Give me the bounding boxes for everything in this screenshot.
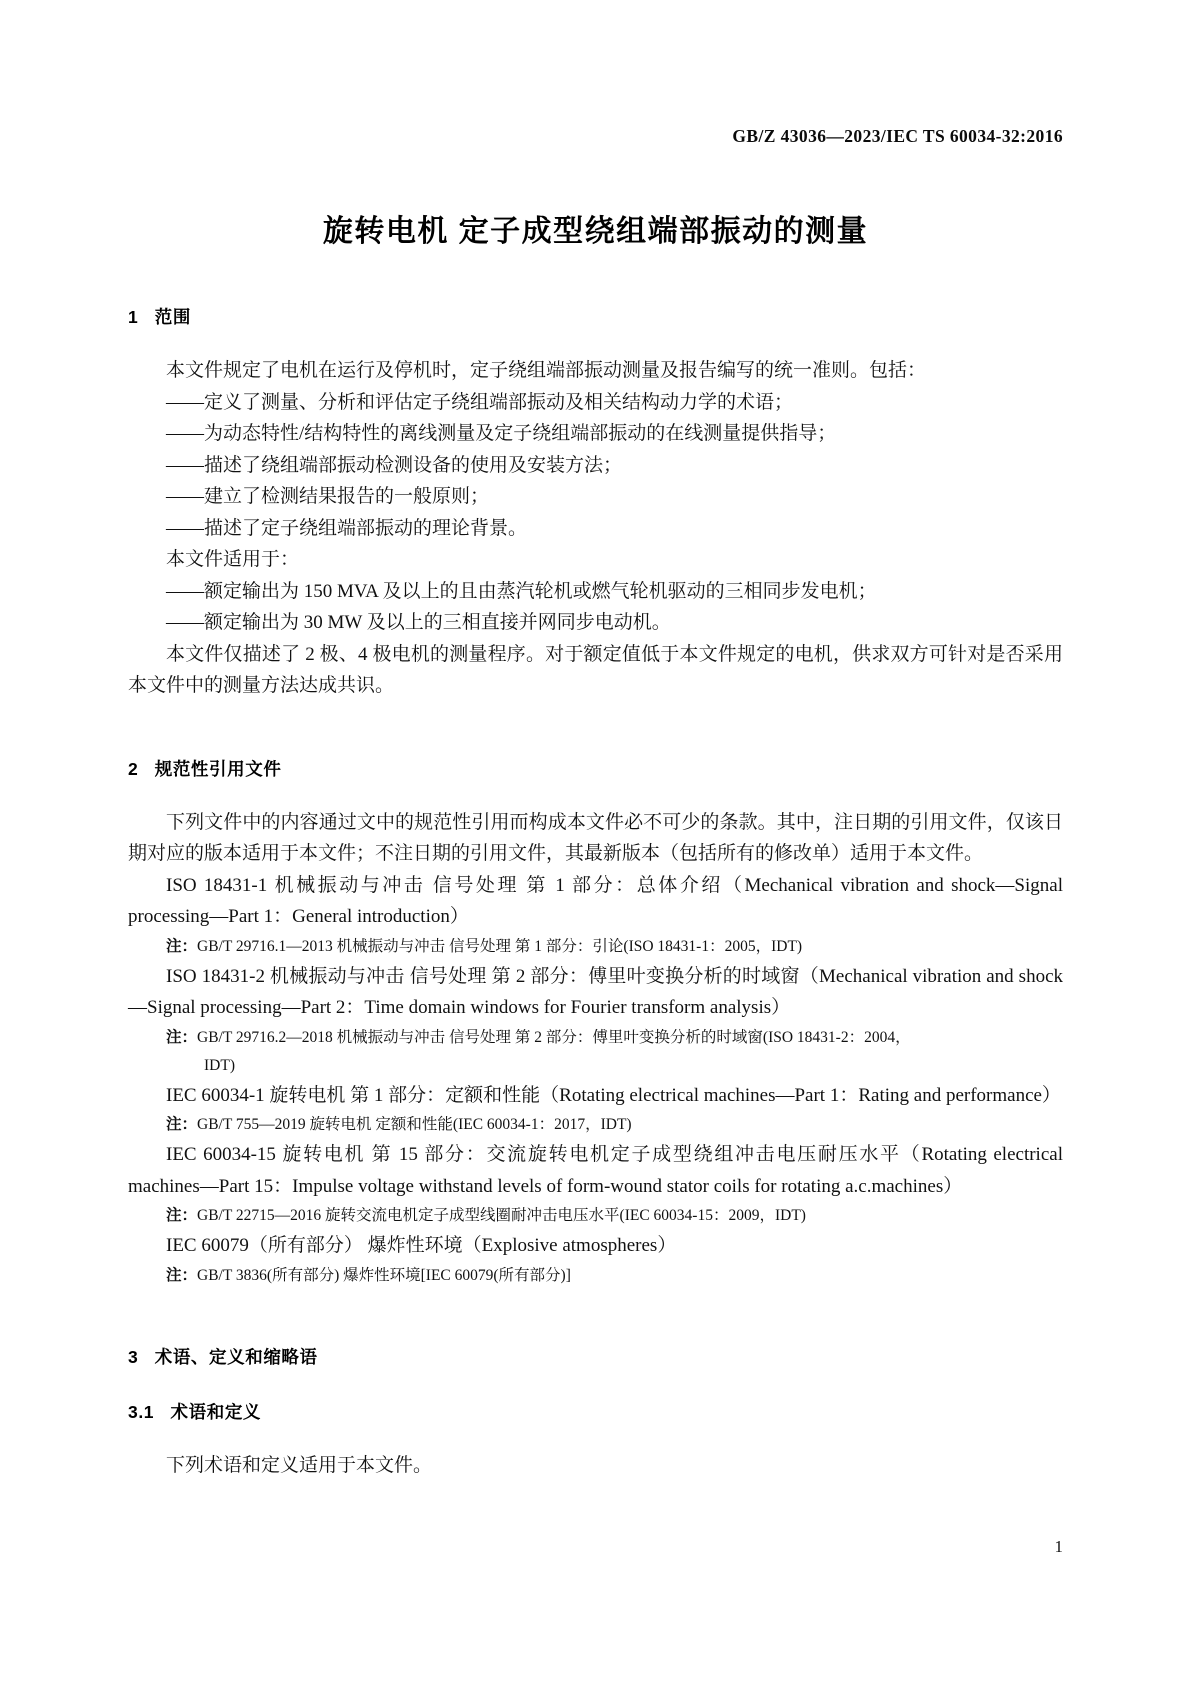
reference-note-continued: IDT) <box>204 1056 235 1074</box>
standard-reference: GB/Z 43036—2023/IEC TS 60034-32:2016 <box>732 126 1063 146</box>
reference-note <box>128 933 1063 961</box>
clause-1-title: 范围 <box>154 307 191 327</box>
reference-text: IEC 60079（所有部分） 爆炸性环境（Explosive atmospheres） <box>166 1235 677 1256</box>
reference-text: ISO 18431-1 机械振动与冲击 信号处理 第 1 部分：总体介绍（Mechanical vibration and shock—Signal processing—Part 1：General introduction） <box>128 874 1063 927</box>
note-text: GB/T 3836(所有部分) 爆炸性环境[IEC 60079(所有部分)] <box>197 1266 571 1284</box>
clause-3-1-heading <box>128 1399 1063 1424</box>
clause-3-1-title: 术语和定义 <box>170 1401 262 1422</box>
reference-note <box>128 1111 1063 1139</box>
clause-1-intro: 本文件规定了电机在运行及停机时，定子绕组端部振动测量及报告编写的统一准则。包括： <box>166 360 927 381</box>
running-header <box>128 126 1063 154</box>
spacer <box>128 1290 1063 1344</box>
reference-note <box>128 1202 1063 1230</box>
clause-3-1-body: 下列术语和定义适用于本文件。 <box>166 1454 433 1476</box>
note-label: 注： <box>166 937 198 955</box>
clause-3-1-number: 3.1 <box>128 1401 155 1422</box>
list-item: ——为动态特性/结构特性的离线测量及定子绕组端部振动的在线测量提供指导； <box>166 423 837 444</box>
spacer <box>128 250 1063 304</box>
note-label: 注： <box>166 1028 198 1046</box>
list-item: ——额定输出为 150 MVA 及以上的且由蒸汽轮机或燃气轮机驱动的三相同步发电机； <box>166 580 877 602</box>
clause-2-number: 2 <box>128 758 139 779</box>
note-label: 注： <box>166 1116 198 1133</box>
clause-1-closing: 本文件仅描述了 2 极、4 极电机的测量程序。对于额定值低于本文件规定的电机，供求双方可针对是否采用本文件中的测量方法达成共识。 <box>128 643 1063 696</box>
note-text: GB/T 29716.1—2013 机械振动与冲击 信号处理 第 1 部分：引论(ISO 18431-1：2005，IDT) <box>197 937 803 955</box>
clause-3-number: 3 <box>128 1346 139 1367</box>
clause-1-number: 1 <box>128 307 139 327</box>
list-item: ——建立了检测结果报告的一般原则； <box>166 486 490 507</box>
reference-text: IEC 60034-15 旋转电机 第 15 部分：交流旋转电机定子成型绕组冲击电压耐压水平（Rotating electrical machines—Part 15：Impulse voltage withstand levels of form-wound stator coils for rotating a.c.machines） <box>128 1144 1063 1197</box>
page-number: 1 <box>1054 1537 1063 1556</box>
clause-1-heading <box>128 304 1063 329</box>
note-text: GB/T 29716.2—2018 机械振动与冲击 信号处理 第 2 部分：傅里叶变换分析的时域窗(ISO 18431-2：2004， <box>197 1028 911 1046</box>
reference-note <box>128 1262 1063 1290</box>
clause-3-heading <box>128 1344 1063 1369</box>
clause-3-title: 术语、定义和缩略语 <box>154 1346 318 1367</box>
clause-2-intro: 下列文件中的内容通过文中的规范性引用而构成本文件必不可少的条款。其中，注日期的引用文件，仅该日期对应的版本适用于本文件；不注日期的引用文件，其最新版本（包括所有的修改单）适用于本文件。 <box>128 811 1063 864</box>
reference-note <box>128 1024 1063 1052</box>
spacer <box>128 1369 1063 1399</box>
normative-reference <box>128 870 1063 933</box>
list-item: ——定义了测量、分析和评估定子绕组端部振动及相关结构动力学的术语； <box>166 391 794 413</box>
clause-2-title: 规范性引用文件 <box>154 758 282 779</box>
spacer <box>128 702 1063 756</box>
clause-1-applies-lead: 本文件适用于： <box>166 549 300 570</box>
note-label: 注： <box>166 1207 198 1224</box>
list-item: ——额定输出为 30 MW 及以上的三相直接并网同步电动机。 <box>166 612 671 633</box>
page-title: 旋转电机 定子成型绕组端部振动的测量 <box>322 215 869 248</box>
note-label: 注： <box>166 1266 198 1284</box>
note-text: GB/T 22715—2016 旋转交流电机定子成型线圈耐冲击电压水平(IEC 60034-15：2009，IDT) <box>197 1207 806 1224</box>
clause-2-heading <box>128 756 1063 781</box>
normative-reference <box>128 1080 1063 1112</box>
list-item: ——描述了定子绕组端部振动的理论背景。 <box>166 517 528 539</box>
normative-reference <box>128 1139 1063 1202</box>
note-text: GB/T 755—2019 旋转电机 定额和性能(IEC 60034-1：2017，IDT) <box>197 1116 632 1133</box>
spacer <box>128 781 1063 807</box>
normative-reference <box>128 1230 1063 1262</box>
spacer <box>128 329 1063 355</box>
reference-text: IEC 60034-1 旋转电机 第 1 部分：定额和性能（Rotating electrical machines—Part 1：Rating and performance） <box>166 1084 1061 1106</box>
reference-text: ISO 18431-2 机械振动与冲击 信号处理 第 2 部分：傅里叶变换分析的时域窗（Mechanical vibration and shock—Signal processing—Part 2：Time domain windows for Fourier transform analysis） <box>128 965 1063 1018</box>
normative-reference <box>128 961 1063 1024</box>
list-item: ——描述了绕组端部振动检测设备的使用及安装方法； <box>166 454 623 476</box>
spacer <box>128 1424 1063 1450</box>
